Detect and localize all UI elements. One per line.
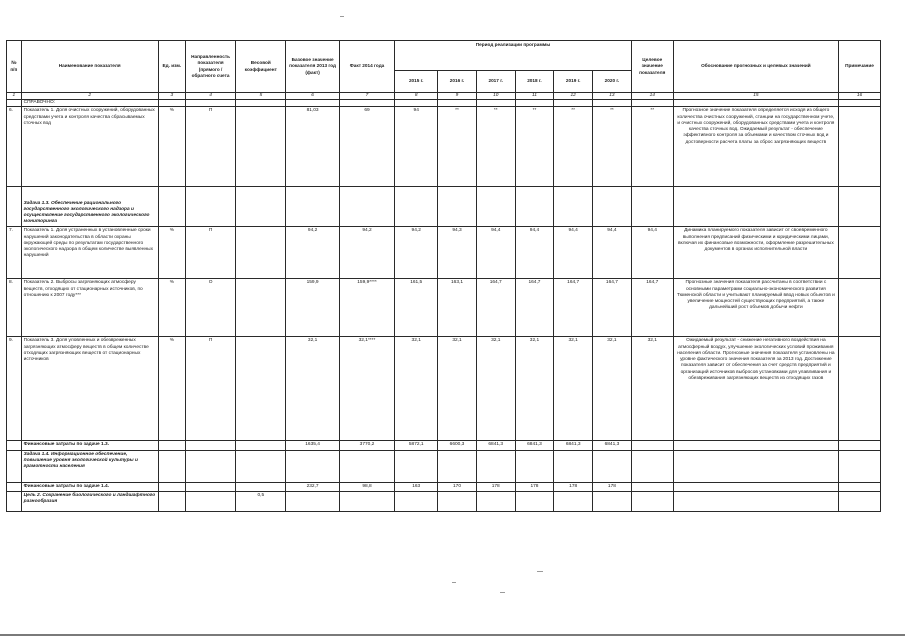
header-target: Целевое значение показателя bbox=[631, 41, 673, 93]
direction: П bbox=[185, 337, 235, 441]
column-number: 7 bbox=[339, 93, 394, 100]
note bbox=[839, 337, 881, 441]
fact-2014: 69 bbox=[339, 107, 394, 187]
column-number: 4 bbox=[185, 93, 235, 100]
task-row bbox=[7, 450, 881, 482]
year-value: 32,1 bbox=[395, 337, 438, 441]
column-number: 14 bbox=[631, 93, 673, 100]
header-name: Наименование показателя bbox=[21, 41, 158, 93]
header-fact-2014: Факт 2014 года bbox=[339, 41, 394, 93]
financing-row bbox=[7, 482, 881, 491]
target-value: 164,7 bbox=[631, 279, 673, 337]
header-year: 2017 г. bbox=[476, 71, 515, 93]
column-number: 1 bbox=[7, 93, 22, 100]
unit: % bbox=[158, 227, 185, 279]
year-value: 6841,3 bbox=[554, 441, 593, 450]
header-note: Примечание bbox=[839, 41, 881, 93]
task-title: Задача 1.4. Информационное обеспечение, повышение уровня экологической культуры и грамотности населения bbox=[21, 450, 158, 482]
reference-label: СПРАВОЧНО: bbox=[21, 100, 158, 107]
header-base: Базовое значение показателя 2013 год (факт) bbox=[286, 41, 339, 93]
year-value: ** bbox=[554, 107, 593, 187]
base-value: 81,03 bbox=[286, 107, 339, 187]
year-value: 94,4 bbox=[593, 227, 632, 279]
column-number: 13 bbox=[593, 93, 632, 100]
indicator-name: Показатель 1. Доля очистных сооружений, оборудованных средствами учета и контроля качества сбрасываемых сточных вод bbox=[21, 107, 158, 187]
note bbox=[839, 227, 881, 279]
year-value: 164,7 bbox=[593, 279, 632, 337]
column-number: 10 bbox=[476, 93, 515, 100]
base-value: 232,7 bbox=[286, 482, 339, 491]
table-row bbox=[7, 337, 881, 441]
year-value: 163,1 bbox=[438, 279, 477, 337]
scan-mark bbox=[340, 16, 344, 17]
year-value: 94,3 bbox=[438, 227, 477, 279]
financing-label: Финансовые затраты по задаче 1.4. bbox=[21, 482, 158, 491]
header-year: 2015 г. bbox=[395, 71, 438, 93]
column-number: 3 bbox=[158, 93, 185, 100]
year-value: 164,7 bbox=[515, 279, 554, 337]
year-value: 32,1 bbox=[593, 337, 632, 441]
table-row bbox=[7, 227, 881, 279]
reference-row bbox=[7, 100, 881, 107]
justification: Динамика планируемого показателя зависит от своевременного выполнения предписаний физическими и юридическими лицами, включая их финансовые возможности, оформление разрешительных документов в органах исполнительной власти bbox=[673, 227, 838, 279]
target-value: ** bbox=[631, 107, 673, 187]
year-value: 32,1 bbox=[476, 337, 515, 441]
column-number: 16 bbox=[839, 93, 881, 100]
scan-edge-line bbox=[0, 634, 905, 636]
year-value: 5872,1 bbox=[395, 441, 438, 450]
header-year: 2019 г. bbox=[554, 71, 593, 93]
weight bbox=[236, 279, 286, 337]
financing-label: Финансовые затраты по задаче 1.3. bbox=[21, 441, 158, 450]
indicator-name: Показатель 3. Доля уловленных и обезвреженных загрязняющих атмосферу веществ в общем количестве отходящих загрязняющих веществ от стационарных источников bbox=[21, 337, 158, 441]
indicator-name: Показатель 1. Доля устраненных в установленные сроки нарушений законодательства в области охраны окружающей среды по результатам государственного экологического надзора в общем количестве выявленных нарушений bbox=[21, 227, 158, 279]
year-value: ** bbox=[476, 107, 515, 187]
year-value: 164,7 bbox=[476, 279, 515, 337]
year-value: 94,4 bbox=[554, 227, 593, 279]
year-value: 163 bbox=[395, 482, 438, 491]
column-number-row bbox=[7, 93, 881, 100]
row-number: 9. bbox=[7, 337, 22, 441]
weight bbox=[236, 337, 286, 441]
year-value: 94 bbox=[395, 107, 438, 187]
scan-mark bbox=[537, 571, 543, 572]
fact-2014: 3770,2 bbox=[339, 441, 394, 450]
column-number: 12 bbox=[554, 93, 593, 100]
direction: П bbox=[185, 107, 235, 187]
fact-2014: 32,1**** bbox=[339, 337, 394, 441]
scan-mark bbox=[500, 592, 505, 593]
year-value: 164,7 bbox=[554, 279, 593, 337]
header-year: 2016 г. bbox=[438, 71, 477, 93]
row-number: 7. bbox=[7, 227, 22, 279]
column-number: 9 bbox=[438, 93, 477, 100]
year-value: 32,1 bbox=[515, 337, 554, 441]
header-direction: Направленность показателя (прямого / обратного счета bbox=[185, 41, 235, 93]
year-value: 161,5 bbox=[395, 279, 438, 337]
note bbox=[839, 279, 881, 337]
base-value: 159,9 bbox=[286, 279, 339, 337]
column-number: 2 bbox=[21, 93, 158, 100]
year-value: 94,2 bbox=[395, 227, 438, 279]
year-value: 94,4 bbox=[476, 227, 515, 279]
base-value: 1635,4 bbox=[286, 441, 339, 450]
year-value: 178 bbox=[554, 482, 593, 491]
year-value: 178 bbox=[593, 482, 632, 491]
year-value: 32,1 bbox=[554, 337, 593, 441]
financing-row bbox=[7, 441, 881, 450]
year-value: 94,4 bbox=[515, 227, 554, 279]
direction: П bbox=[185, 227, 235, 279]
column-number: 6 bbox=[286, 93, 339, 100]
row-number: 8. bbox=[7, 279, 22, 337]
row-number: 6. bbox=[7, 107, 22, 187]
weight: 0,5 bbox=[236, 491, 286, 511]
scan-mark bbox=[452, 582, 456, 583]
base-value: 32,1 bbox=[286, 337, 339, 441]
goal-title: Цель 2. Сохранение биологического и ландшафтного разнообразия bbox=[21, 491, 158, 511]
year-value: ** bbox=[593, 107, 632, 187]
year-value: 6841,3 bbox=[476, 441, 515, 450]
fact-2014: 159,9**** bbox=[339, 279, 394, 337]
goal-row bbox=[7, 491, 881, 511]
column-number: 5 bbox=[236, 93, 286, 100]
justification: Ожидаемый результат - снижение негативного воздействия на атмосферный воздух, улучшение экологических условий проживания населения области. Прогнозные значения показателя установлены на уровне фактического значения показателя за 2013 год. Достижение показателя зависит от обеспечения за счет средств предприятий и организаций источников выбросов установками для улавливания и обезвреживания загрязняющих веществ из отходящих газов bbox=[673, 337, 838, 441]
target-value: 32,1 bbox=[631, 337, 673, 441]
task-row bbox=[7, 187, 881, 227]
unit: % bbox=[158, 337, 185, 441]
header-year: 2020 г. bbox=[593, 71, 632, 93]
year-value: 6600,3 bbox=[438, 441, 477, 450]
direction: О bbox=[185, 279, 235, 337]
note bbox=[839, 107, 881, 187]
header-num: № п/п bbox=[7, 41, 22, 93]
year-value: ** bbox=[515, 107, 554, 187]
task-title: Задача 1.3. Обеспечение рационального государственного экологического надзора и осуществление государственного экологического мониторинга bbox=[21, 187, 158, 227]
weight bbox=[236, 107, 286, 187]
target-value: 94,4 bbox=[631, 227, 673, 279]
justification: Прогнозные значения показателя рассчитаны в соответствии с основными параметрами социально-экономического развития Тюменской области и учитывают планируемый ввод новых объектов и увеличение мощностей существующих предприятий, а также дальнейший рост объемов добычи нефти bbox=[673, 279, 838, 337]
base-value: 94,2 bbox=[286, 227, 339, 279]
header-period: Период реализации программы bbox=[395, 41, 632, 71]
year-value: 178 bbox=[515, 482, 554, 491]
header-weight: Весовой коэффициент bbox=[236, 41, 286, 93]
column-number: 8 bbox=[395, 93, 438, 100]
year-value: ** bbox=[438, 107, 477, 187]
year-value: 6841,3 bbox=[515, 441, 554, 450]
indicators-table bbox=[6, 40, 881, 512]
year-value: 32,1 bbox=[438, 337, 477, 441]
weight bbox=[236, 227, 286, 279]
column-number: 11 bbox=[515, 93, 554, 100]
year-value: 178 bbox=[476, 482, 515, 491]
justification: Прогнозное значение показателя определяется исходя из общего количества очистных сооружений, станции на государственном учете, и очистных сооружений, оборудованных средствами учета и контроля качества сточных вод. Ожидаемый результат - обеспечение эффективного контроля за объемами и качеством сточных вод и достоверности расчета платы за сброс загрязняющих веществ bbox=[673, 107, 838, 187]
unit: % bbox=[158, 107, 185, 187]
header-year: 2018 г. bbox=[515, 71, 554, 93]
unit: % bbox=[158, 279, 185, 337]
fact-2014: 98,8 bbox=[339, 482, 394, 491]
year-value: 6841,3 bbox=[593, 441, 632, 450]
year-value: 170 bbox=[438, 482, 477, 491]
header-unit: Ед. изм. bbox=[158, 41, 185, 93]
header-justification: Обоснование прогнозных и целевых значений bbox=[673, 41, 838, 93]
table-row bbox=[7, 107, 881, 187]
column-number: 15 bbox=[673, 93, 838, 100]
indicator-name: Показатель 2. Выбросы загрязняющих атмосферу веществ, отходящих от стационарных источников, по отношению к 2007 году*** bbox=[21, 279, 158, 337]
fact-2014: 94,2 bbox=[339, 227, 394, 279]
table-row bbox=[7, 279, 881, 337]
header-row bbox=[7, 41, 881, 71]
